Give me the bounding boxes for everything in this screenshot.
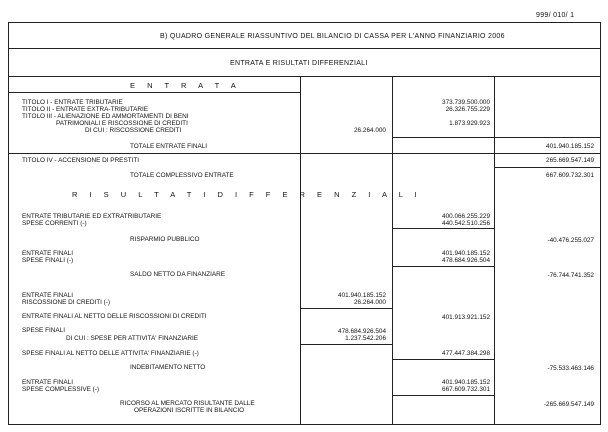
- row-rule: [392, 266, 494, 267]
- row-rule: [8, 153, 600, 154]
- entrate-finali-value-2: 401.940.185.152: [442, 250, 490, 257]
- entrate-finali-label-3: ENTRATE FINALI: [22, 292, 74, 299]
- entrate-finali-label-2: ENTRATE FINALI: [22, 250, 74, 257]
- titolo-4-label: TITOLO IV - ACCENSIONE DI PRESTITI: [22, 157, 140, 164]
- page-code: 999/ 010/ 1: [536, 12, 575, 19]
- ricorso-mercato-value: -265.669.547.149: [543, 401, 594, 408]
- spese-complessive-value: 667.609.732.301: [442, 386, 490, 393]
- spese-correnti-label: SPESE CORRENTI (-): [22, 220, 87, 227]
- riscossione-crediti-label: RISCOSSIONE DI CREDITI (-): [22, 299, 111, 306]
- row-rule: [392, 359, 494, 360]
- frame-left: [8, 22, 9, 425]
- entrate-tributarie-value: 400.066.255.229: [442, 213, 490, 220]
- spese-finali-value-2: 478.684.926.504: [338, 328, 386, 335]
- spese-complessive-label: SPESE COMPLESSIVE (-): [22, 386, 100, 393]
- attivita-finanziarie-value: 1.237.542.206: [345, 335, 386, 342]
- spese-correnti-value: 440.542.510.256: [442, 220, 490, 227]
- titolo-3-di-cui-value: 26.264.000: [354, 127, 386, 134]
- titolo-2-value: 26.326.755.229: [445, 106, 490, 113]
- titolo-3-label: TITOLO III - ALIENAZIONE ED AMMORTAMENTI DI BENI: [22, 113, 189, 120]
- column-separator-2: [392, 76, 393, 425]
- totale-entrate-finali-value: 401.940.185.152: [546, 143, 594, 150]
- titolo-3-di-cui-label: DI CUI : RISCOSSIONE CREDITI: [85, 127, 182, 134]
- column-separator-3: [494, 76, 495, 425]
- spese-finali-label: SPESE FINALI (-): [22, 257, 74, 264]
- frame-bottom: [8, 424, 600, 425]
- titolo-4-value: 265.669.547.149: [546, 157, 594, 164]
- titolo-2-label: TITOLO II - ENTRATE EXTRA-TRIBUTARIE: [22, 106, 149, 113]
- attivita-finanziarie-label: DI CUI : SPESE PER ATTIVITA' FINANZIARIE: [66, 335, 199, 342]
- saldo-netto-value: -76.744.741.352: [547, 272, 594, 279]
- totale-complessivo-value: 667.609.732.301: [546, 172, 594, 179]
- entrata-heading-underline: [8, 92, 300, 93]
- titolo-3-value: 1.873.929.923: [449, 120, 490, 127]
- row-rule: [300, 308, 392, 309]
- row-rule: [392, 137, 600, 138]
- entrate-tributarie-label: ENTRATE TRIBUTARIE ED EXTRATRIBUTARIE: [22, 213, 162, 220]
- entrate-finali-netto-value: 401.913.921.152: [442, 314, 490, 321]
- frame-right: [600, 22, 601, 425]
- ricorso-mercato-label-cont: OPERAZIONI ISCRITTE IN BILANCIO: [134, 407, 245, 414]
- totale-entrate-finali-label: TOTALE ENTRATE FINALI: [130, 143, 208, 150]
- spese-finali-value: 478.684.926.504: [442, 257, 490, 264]
- row-rule: [494, 167, 600, 168]
- entrata-heading: E N T R A T A: [130, 81, 241, 90]
- title-divider: [8, 48, 600, 49]
- saldo-netto-label: SALDO NETTO DA FINANZIARE: [130, 271, 226, 278]
- totale-complessivo-label: TOTALE COMPLESSIVO ENTRATE: [130, 172, 234, 179]
- titolo-1-label: TITOLO I - ENTRATE TRIBUTARIE: [22, 99, 123, 106]
- titolo-1-value: 373.739.500.000: [442, 99, 490, 106]
- spese-finali-netto-label: SPESE FINALI AL NETTO DELLE ATTIVITA' FINANZIARIE (-): [22, 350, 199, 357]
- subtitle-divider: [8, 76, 600, 77]
- ricorso-mercato-label: RICORSO AL MERCATO RISULTANTE DALLE: [120, 400, 255, 407]
- risparmio-pubblico-value: -40.476.255.027: [547, 237, 594, 244]
- riscossione-crediti-value: 26.264.000: [354, 299, 386, 306]
- entrate-finali-label-4: ENTRATE FINALI: [22, 379, 74, 386]
- row-rule: [300, 344, 392, 345]
- entrate-finali-value-3: 401.940.185.152: [338, 292, 386, 299]
- document-title: B) QUADRO GENERALE RIASSUNTIVO DEL BILANCIO DI CASSA PER L'ANNO FINANZIARIO 2006: [160, 33, 505, 40]
- indebitamento-netto-value: -75.533.463.146: [547, 365, 594, 372]
- spese-finali-netto-value: 477.447.384.298: [442, 350, 490, 357]
- spese-finali-label-2: SPESE FINALI: [22, 327, 65, 334]
- risultati-heading: R I S U L T A T I D I F F E R E N Z I A L I: [72, 190, 422, 199]
- entrate-finali-netto-label: ENTRATE FINALI AL NETTO DELLE RISCOSSIONI DI CREDITI: [22, 313, 207, 320]
- document-subtitle: ENTRATA E RISULTATI DIFFERENZIALI: [230, 60, 368, 67]
- entrate-finali-value-4: 401.940.185.152: [442, 379, 490, 386]
- titolo-3-label-cont: PATRIMONIALI E RISCOSSIONE DI CREDITI: [56, 120, 188, 127]
- frame-top: [8, 22, 600, 23]
- row-rule: [392, 395, 494, 396]
- row-rule: [392, 228, 494, 229]
- risparmio-pubblico-label: RISPARMIO PUBBLICO: [130, 236, 200, 243]
- indebitamento-netto-label: INDEBITAMENTO NETTO: [130, 364, 206, 371]
